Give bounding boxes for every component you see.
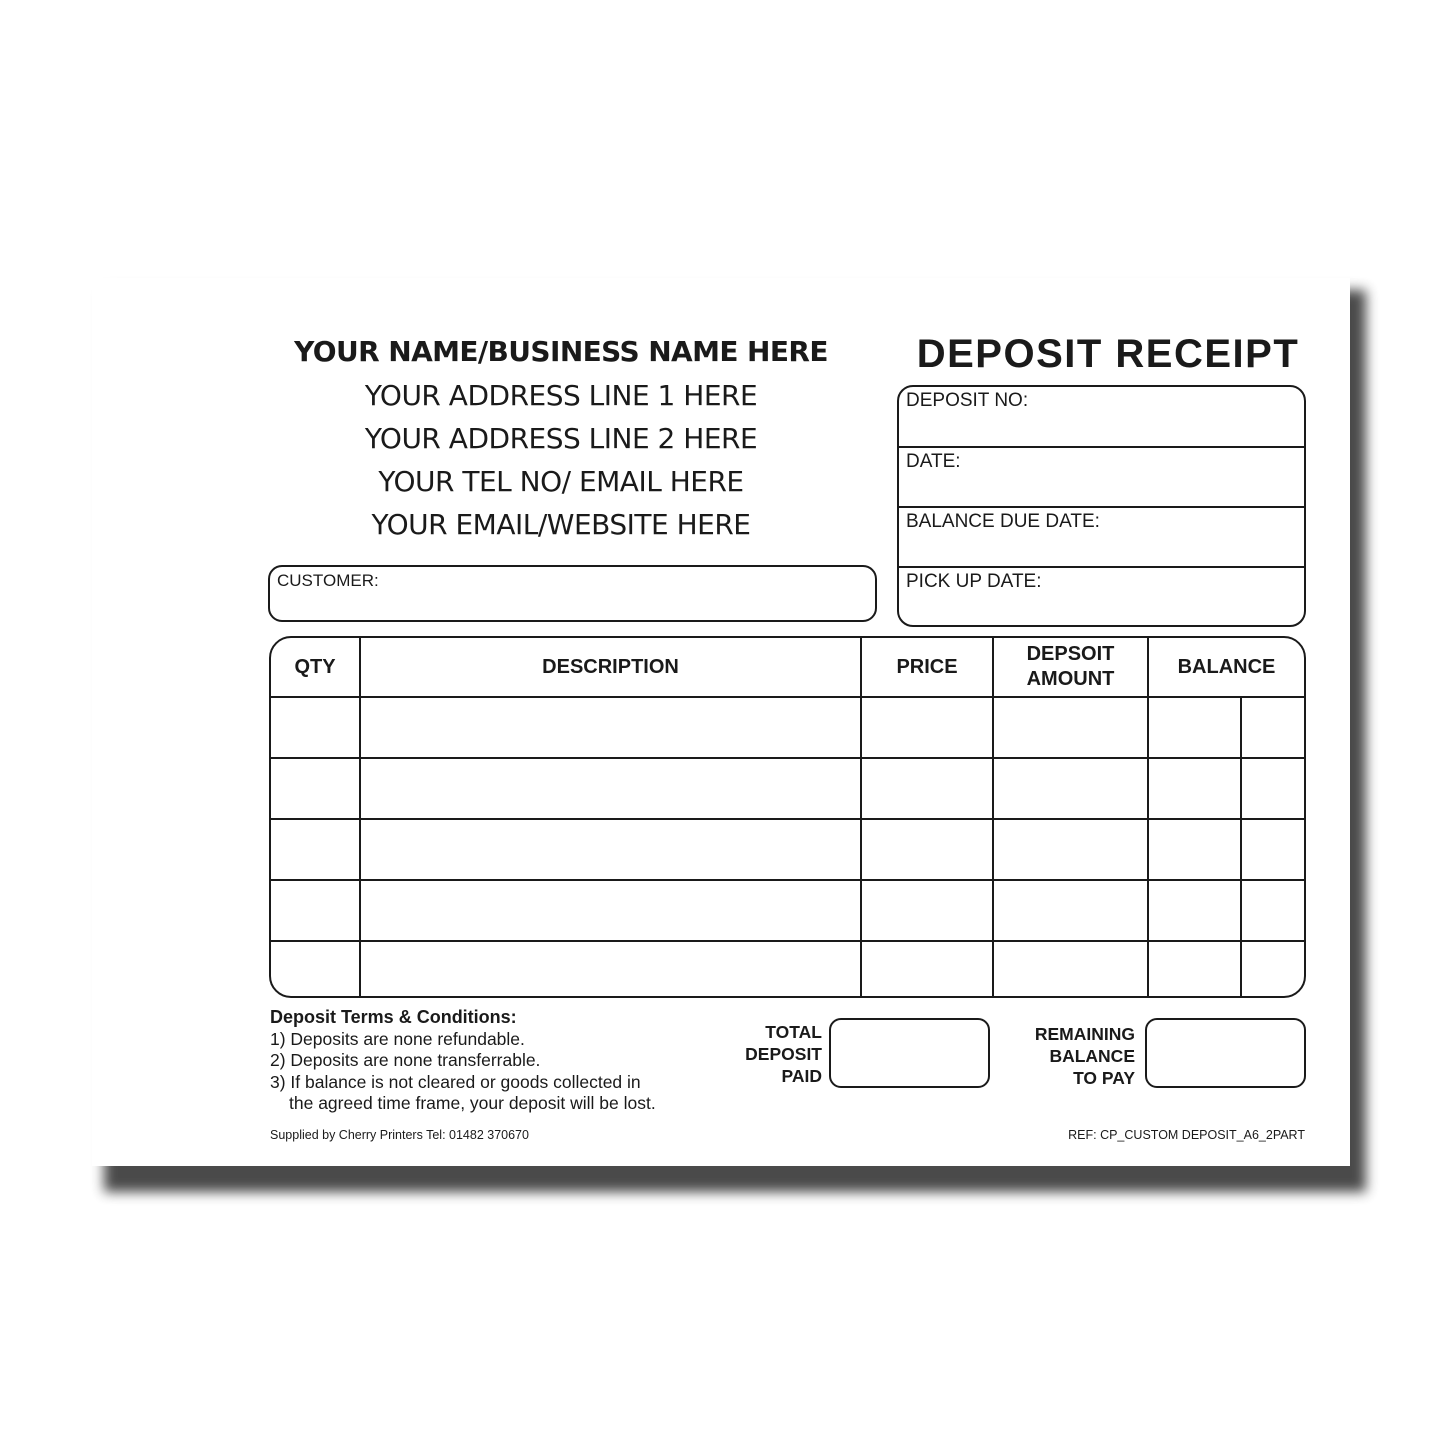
deposit-amount-cell[interactable] [993, 880, 1148, 941]
balance-pence-cell[interactable] [1241, 941, 1304, 998]
customer-field[interactable] [268, 565, 877, 622]
terms-and-conditions [270, 1007, 710, 1115]
table-row [271, 880, 1304, 941]
balance-cell[interactable] [1148, 880, 1241, 941]
qty-cell[interactable] [271, 697, 360, 758]
table-row [271, 819, 1304, 880]
address-line-1: YOUR ADDRESS LINE 1 HERE [364, 379, 758, 412]
price-cell[interactable] [861, 697, 993, 758]
price-cell[interactable] [861, 819, 993, 880]
description-cell[interactable] [360, 697, 861, 758]
terms-item-3: 3) If balance is not cleared or goods collected in [270, 1071, 641, 1092]
total-deposit-paid-box[interactable] [829, 1018, 990, 1088]
balance-pence-cell[interactable] [1241, 880, 1304, 941]
balance-due-date-field[interactable] [899, 508, 1304, 568]
date-field[interactable] [899, 448, 1304, 508]
deposit-amount-cell[interactable] [993, 941, 1148, 998]
balance-cell[interactable] [1148, 758, 1241, 819]
description-cell[interactable] [360, 758, 861, 819]
deposit-amount-cell[interactable] [993, 697, 1148, 758]
qty-cell[interactable] [271, 819, 360, 880]
price-cell[interactable] [861, 941, 993, 998]
qty-header: QTY [271, 638, 360, 697]
business-name: YOUR NAME/BUSINESS NAME HERE [294, 335, 828, 368]
pick-up-date-label: PICK UP DATE: [906, 571, 1042, 592]
balance-pence-cell[interactable] [1241, 697, 1304, 758]
terms-title: Deposit Terms & Conditions: [270, 1007, 517, 1027]
remaining-balance-box[interactable] [1145, 1018, 1306, 1088]
balance-cell[interactable] [1148, 941, 1241, 998]
business-details [268, 330, 854, 546]
price-cell[interactable] [861, 880, 993, 941]
pick-up-date-field[interactable] [899, 568, 1304, 626]
deposit-amount-header-line-2: AMOUNT [1026, 668, 1115, 690]
deposit-amount-cell[interactable] [993, 819, 1148, 880]
balance-cell[interactable] [1148, 697, 1241, 758]
customer-label: CUSTOMER: [277, 571, 379, 590]
description-cell[interactable] [360, 880, 861, 941]
description-cell[interactable] [360, 941, 861, 998]
balance-cell[interactable] [1148, 819, 1241, 880]
address-line-2: YOUR ADDRESS LINE 2 HERE [364, 422, 758, 455]
balance-pence-cell[interactable] [1241, 758, 1304, 819]
reference-code: REF: CP_CUSTOM DEPOSIT_A6_2PART [1068, 1128, 1305, 1142]
qty-cell[interactable] [271, 758, 360, 819]
deposit-amount-header-line-1: DEPSOIT [1026, 643, 1115, 665]
price-header: PRICE [861, 638, 993, 697]
terms-item-3-continued: the agreed time frame, your deposit will be lost. [289, 1093, 656, 1113]
balance-pence-cell[interactable] [1241, 819, 1304, 880]
deposit-no-field[interactable] [899, 387, 1304, 448]
receipt-info-box [897, 385, 1306, 627]
deposit-no-label: DEPOSIT NO: [906, 390, 1029, 411]
description-header: DESCRIPTION [360, 638, 861, 697]
terms-item-2: 2) Deposits are none transferrable. [270, 1050, 541, 1070]
qty-cell[interactable] [271, 941, 360, 998]
remaining-balance-label: REMAINING BALANCE TO PAY [1034, 1024, 1135, 1088]
items-table [269, 636, 1306, 998]
tel-email-line: YOUR TEL NO/ EMAIL HERE [378, 465, 744, 498]
deposit-amount-header [993, 638, 1148, 697]
table-header-row [271, 638, 1304, 697]
deposit-amount-cell[interactable] [993, 758, 1148, 819]
price-cell[interactable] [861, 758, 993, 819]
table-row [271, 697, 1304, 758]
supplier-credit: Supplied by Cherry Printers Tel: 01482 370670 [270, 1128, 529, 1142]
balance-due-date-label: BALANCE DUE DATE: [906, 511, 1100, 532]
balance-header: BALANCE [1148, 638, 1304, 697]
date-label: DATE: [906, 451, 961, 472]
qty-cell[interactable] [271, 880, 360, 941]
table-row [271, 941, 1304, 998]
table-row [271, 758, 1304, 819]
description-cell[interactable] [360, 819, 861, 880]
terms-item-1: 1) Deposits are none refundable. [270, 1028, 525, 1049]
total-deposit-paid-label: TOTAL DEPOSIT PAID [745, 1022, 822, 1086]
email-website-line: YOUR EMAIL/WEBSITE HERE [371, 508, 751, 541]
receipt-sheet [92, 278, 1350, 1166]
document-title: DEPOSIT RECEIPT [916, 332, 1300, 376]
